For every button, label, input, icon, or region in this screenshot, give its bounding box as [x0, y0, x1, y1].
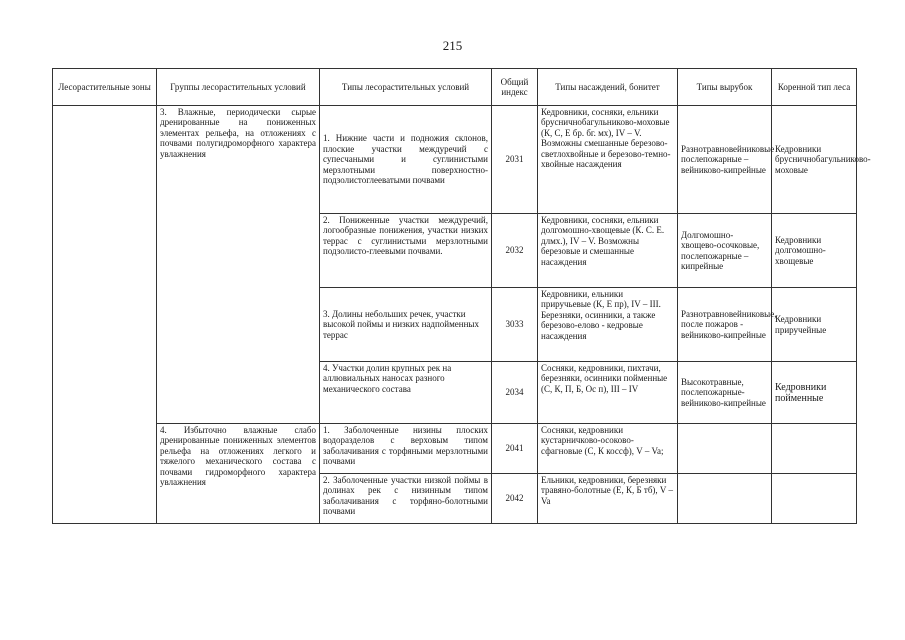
- cuttings-cell: [678, 474, 772, 524]
- header-types: Типы лесорастительных условий: [320, 69, 492, 106]
- cuttings-cell: Разнотравновейниковые послепожарные – вейниково-кипрейные: [678, 106, 772, 214]
- header-index: Общий индекс: [492, 69, 538, 106]
- forest-cell: [772, 424, 857, 474]
- type-cell: 2. Пониженные участки междуречий, логообразные понижения, участки низких террас с суглинистыми мерзлотными подзолисто-глеевыми почвами.: [320, 214, 492, 288]
- group-cell-3: 3. Влажные, периодически сырые дренированные на пониженных элементах рельефа, на отложениях с почвами полугидроморфного характера увлажнения: [157, 106, 320, 424]
- type-cell: 1. Заболоченные низины плоских водоразделов с верховым типом заболачивания с торфяными мерзлотными почвами: [320, 424, 492, 474]
- stands-cell: Сосняки, кедровники кустарничково-осоково-сфагновые (С, К коссф), V – Va;: [538, 424, 678, 474]
- forest-cell: Кедровники пойменные: [772, 362, 857, 424]
- table-row: [53, 106, 857, 214]
- stands-cell: Сосняки, кедровники, пихтачи, березняки, осинники пойменные (С, К, П, Б, Ос п), III – IV: [538, 362, 678, 424]
- group-cell-4: 4. Избыточно влажные слабо дренированные пониженных элементов рельефа на отложениях легкого и тяжелого механического состава с почвами гидроморфного характера увлажнения: [157, 424, 320, 524]
- index-cell: 2032: [492, 214, 538, 288]
- zone-cell: [53, 106, 157, 524]
- stands-cell: Кедровники, сосняки, ельники брусничнобагульниково-моховые (К, С, Е бр. бг. мх), IV – V. Возможны смешанные березово-светлохвойные и березово-темно-хвойные насаждения: [538, 106, 678, 214]
- header-forest: Коренной тип леса: [772, 69, 857, 106]
- header-zones: Лесорастительные зоны: [53, 69, 157, 106]
- cuttings-cell: Долгомошно-хвощево-осочковые, послепожарные – кипрейные: [678, 214, 772, 288]
- type-cell: 3. Долины небольших речек, участки высокой поймы и низких надпойменных террас: [320, 288, 492, 362]
- index-cell: 2041: [492, 424, 538, 474]
- type-cell: 4. Участки долин крупных рек на аллювиальных наносах разного механического состава: [320, 362, 492, 424]
- stands-cell: Кедровники, сосняки, ельники долгомошно-хвощевые (К. С. Е. длмх.), IV – V. Возможны березовые и смешанные насаждения: [538, 214, 678, 288]
- index-cell: 3033: [492, 288, 538, 362]
- page-number: 215: [442, 38, 463, 53]
- type-cell: 1. Нижние части и подножия склонов, плоские участки междуречий с супесчаными и суглинистыми мерзлотными поверхностно-подзолистоглееватыми почвами: [320, 106, 492, 214]
- table-row: [53, 424, 857, 474]
- cuttings-cell: [678, 424, 772, 474]
- header-cuttings: Типы вырубок: [678, 69, 772, 106]
- index-cell: 2042: [492, 474, 538, 524]
- forest-cell: [772, 474, 857, 524]
- header-groups: Группы лесорастительных условий: [157, 69, 320, 106]
- forest-cell: Кедровники брусничнобагульниково-моховые: [772, 106, 857, 214]
- cuttings-cell: Высокотравные, послепожарные-вейниково-кипрейные: [678, 362, 772, 424]
- forest-cell: Кедровники долгомошно-хвощевые: [772, 214, 857, 288]
- type-cell: 2. Заболоченные участки низкой поймы в долинах рек с низинным типом заболачивания с торфяно-болотными почвами: [320, 474, 492, 524]
- index-cell: 2034: [492, 362, 538, 424]
- cuttings-cell: Разнотравновейниковые, после пожаров - вейниково-кипрейные: [678, 288, 772, 362]
- header-row: [53, 69, 857, 106]
- forest-cell: Кедровники приручейные: [772, 288, 857, 362]
- index-cell: 2031: [492, 106, 538, 214]
- stands-cell: Кедровники, ельники приручьевые (К, Е пр), IV – III. Березняки, осинники, а также березово-елово - кедровые насаждения: [538, 288, 678, 362]
- header-stands: Типы насаждений, бонитет: [538, 69, 678, 106]
- forest-types-table: [52, 68, 871, 524]
- stands-cell: Ельники, кедровники, березняки травяно-болотные (Е, К, Б тб), V – Va: [538, 474, 678, 524]
